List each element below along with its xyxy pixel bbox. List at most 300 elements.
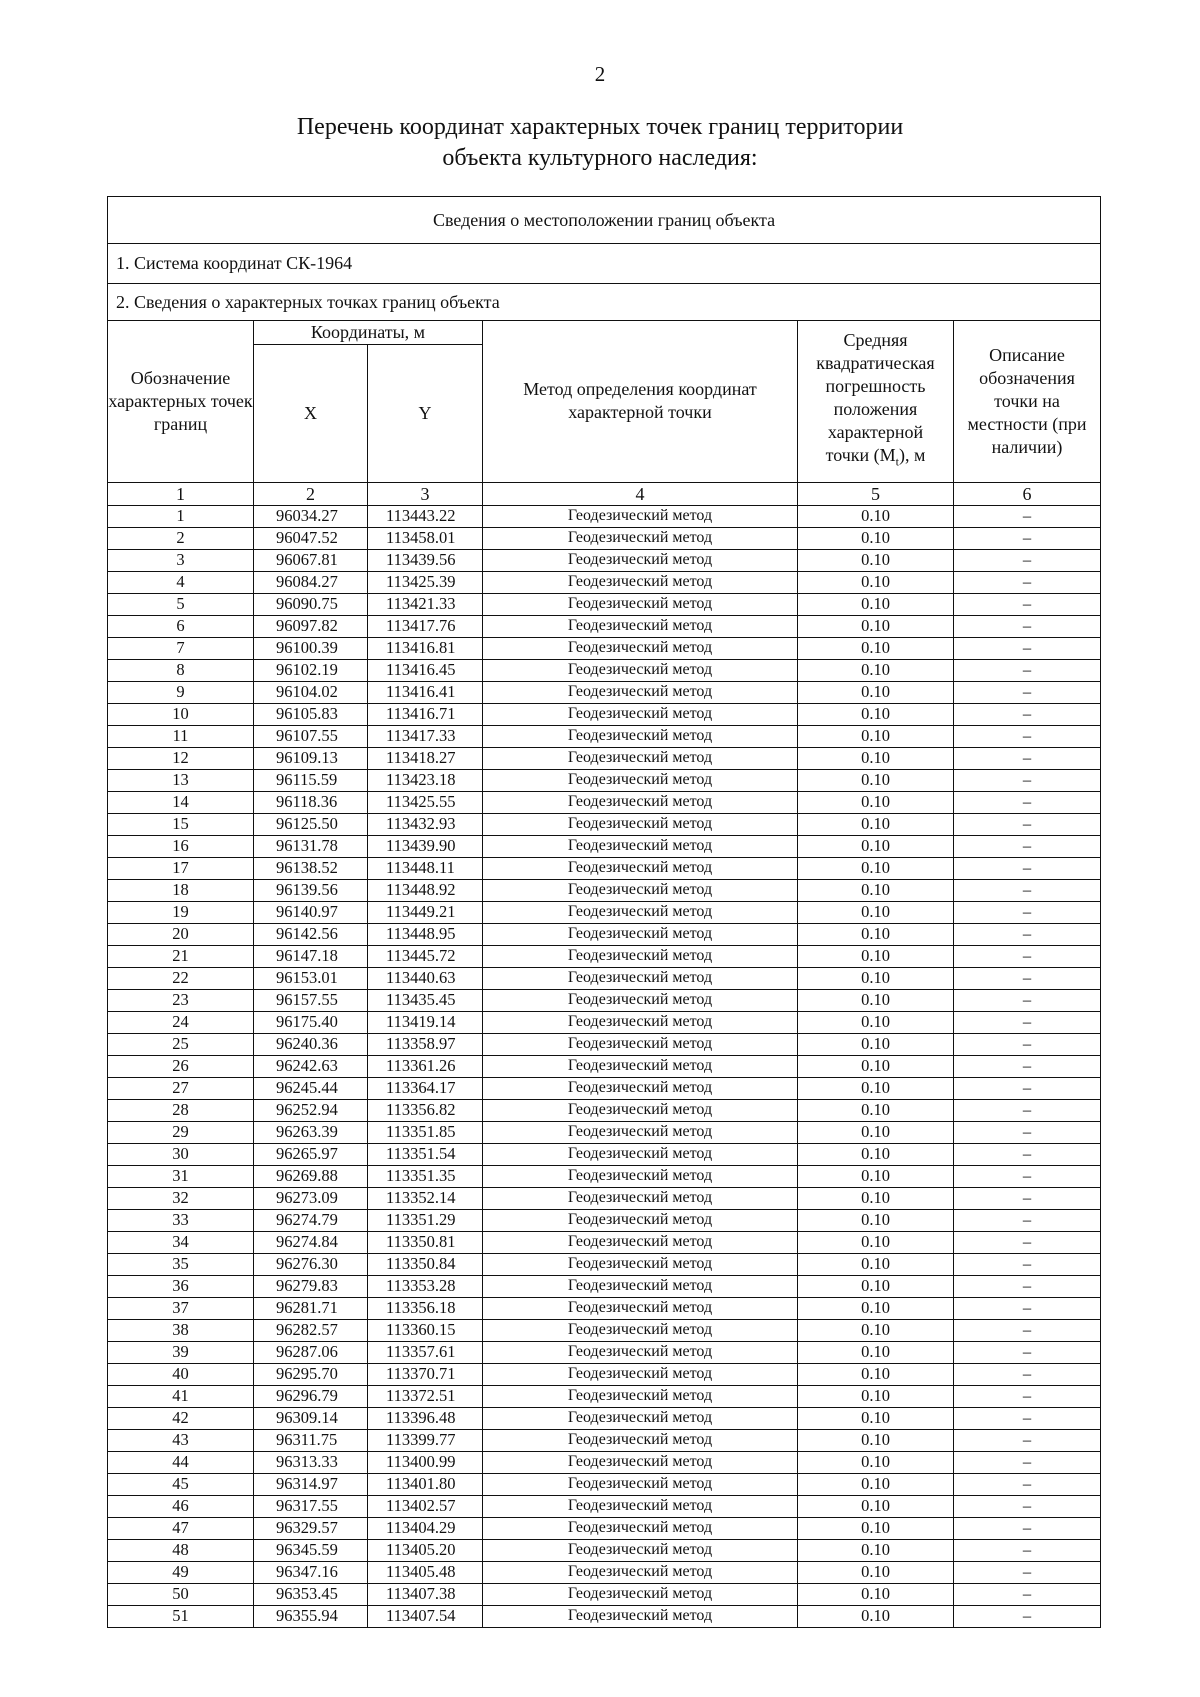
table-row [108,747,1101,769]
method-cell: Геодезический метод [483,659,798,681]
table-row [108,1143,1101,1165]
y-coordinate-cell: 113440.63 [368,967,483,989]
method-cell: Геодезический метод [483,835,798,857]
description-cell: – [954,527,1101,549]
method-cell: Геодезический метод [483,505,798,527]
method-cell: Геодезический метод [483,593,798,615]
method-cell: Геодезический метод [483,1319,798,1341]
method-cell: Геодезический метод [483,1407,798,1429]
table-row [108,923,1101,945]
error-cell: 0.10 [798,527,954,549]
description-cell: – [954,1451,1101,1473]
description-cell: – [954,1011,1101,1033]
x-coordinate-cell: 96311.75 [254,1429,368,1451]
point-number-cell: 15 [108,813,254,835]
error-cell: 0.10 [798,1143,954,1165]
x-coordinate-cell: 96282.57 [254,1319,368,1341]
x-coordinate-cell: 96263.39 [254,1121,368,1143]
error-cell: 0.10 [798,1033,954,1055]
table-row [108,549,1101,571]
description-cell: – [954,1187,1101,1209]
method-cell: Геодезический метод [483,857,798,879]
description-cell: – [954,1341,1101,1363]
table-row [108,989,1101,1011]
x-coordinate-cell: 96329.57 [254,1517,368,1539]
point-number-cell: 25 [108,1033,254,1055]
method-cell: Геодезический метод [483,1077,798,1099]
y-coordinate-cell: 113351.85 [368,1121,483,1143]
description-cell: – [954,1275,1101,1297]
description-cell: – [954,901,1101,923]
table-row [108,813,1101,835]
y-coordinate-cell: 113417.33 [368,725,483,747]
point-number-cell: 5 [108,593,254,615]
method-cell: Геодезический метод [483,615,798,637]
error-cell: 0.10 [798,1275,954,1297]
table-row [108,1429,1101,1451]
x-coordinate-cell: 96034.27 [254,505,368,527]
table-row [108,505,1101,527]
method-cell: Геодезический метод [483,923,798,945]
table-row [108,1451,1101,1473]
method-cell: Геодезический метод [483,571,798,593]
point-number-cell: 18 [108,879,254,901]
description-cell: – [954,989,1101,1011]
point-number-cell: 47 [108,1517,254,1539]
column-number: 4 [483,482,798,505]
description-cell: – [954,703,1101,725]
y-coordinate-cell: 113439.90 [368,835,483,857]
point-number-cell: 44 [108,1451,254,1473]
y-coordinate-cell: 113445.72 [368,945,483,967]
description-cell: – [954,1121,1101,1143]
point-number-cell: 2 [108,527,254,549]
x-coordinate-cell: 96313.33 [254,1451,368,1473]
error-cell: 0.10 [798,1187,954,1209]
y-coordinate-cell: 113407.54 [368,1605,483,1627]
point-number-cell: 8 [108,659,254,681]
table-row [108,1055,1101,1077]
column-number: 5 [798,482,954,505]
method-cell: Геодезический метод [483,747,798,769]
method-cell: Геодезический метод [483,769,798,791]
table-row [108,1385,1101,1407]
y-coordinate-cell: 113402.57 [368,1495,483,1517]
x-coordinate-cell: 96104.02 [254,681,368,703]
header-coords: Координаты, м [254,321,483,345]
error-cell: 0.10 [798,1539,954,1561]
description-cell: – [954,1495,1101,1517]
description-cell: – [954,1319,1101,1341]
point-number-cell: 26 [108,1055,254,1077]
method-cell: Геодезический метод [483,1561,798,1583]
error-cell: 0.10 [798,1473,954,1495]
point-number-cell: 4 [108,571,254,593]
error-cell: 0.10 [798,659,954,681]
method-cell: Геодезический метод [483,1429,798,1451]
method-cell: Геодезический метод [483,1473,798,1495]
error-cell: 0.10 [798,571,954,593]
column-number: 3 [368,482,483,505]
y-coordinate-cell: 113425.39 [368,571,483,593]
point-number-cell: 27 [108,1077,254,1099]
table-row [108,1077,1101,1099]
method-cell: Геодезический метод [483,901,798,923]
y-coordinate-cell: 113361.26 [368,1055,483,1077]
table-row [108,1165,1101,1187]
error-cell: 0.10 [798,1209,954,1231]
point-number-cell: 12 [108,747,254,769]
description-cell: – [954,1165,1101,1187]
table-row [108,901,1101,923]
method-cell: Геодезический метод [483,1605,798,1627]
point-number-cell: 48 [108,1539,254,1561]
table-row [108,1209,1101,1231]
error-cell: 0.10 [798,813,954,835]
description-cell: – [954,923,1101,945]
point-number-cell: 13 [108,769,254,791]
y-coordinate-cell: 113404.29 [368,1517,483,1539]
y-coordinate-cell: 113360.15 [368,1319,483,1341]
error-cell: 0.10 [798,1055,954,1077]
table-row [108,571,1101,593]
method-cell: Геодезический метод [483,1253,798,1275]
error-cell: 0.10 [798,879,954,901]
table-row [108,725,1101,747]
description-cell: – [954,1055,1101,1077]
point-number-cell: 37 [108,1297,254,1319]
y-coordinate-cell: 113400.99 [368,1451,483,1473]
table-row [108,593,1101,615]
error-cell: 0.10 [798,1319,954,1341]
table-row [108,1319,1101,1341]
table-row [108,1341,1101,1363]
method-cell: Геодезический метод [483,1517,798,1539]
error-cell: 0.10 [798,1253,954,1275]
x-coordinate-cell: 96274.79 [254,1209,368,1231]
x-coordinate-cell: 96157.55 [254,989,368,1011]
x-coordinate-cell: 96105.83 [254,703,368,725]
coordinates-table [107,196,1101,1628]
point-number-cell: 45 [108,1473,254,1495]
description-cell: – [954,505,1101,527]
title-line-1: Перечень координат характерных точек границ территории [296,114,904,140]
x-coordinate-cell: 96125.50 [254,813,368,835]
method-cell: Геодезический метод [483,1495,798,1517]
point-number-cell: 32 [108,1187,254,1209]
description-cell: – [954,1297,1101,1319]
method-cell: Геодезический метод [483,1165,798,1187]
error-cell: 0.10 [798,505,954,527]
point-number-cell: 11 [108,725,254,747]
description-cell: – [954,549,1101,571]
y-coordinate-cell: 113407.38 [368,1583,483,1605]
point-number-cell: 21 [108,945,254,967]
x-coordinate-cell: 96118.36 [254,791,368,813]
table-row [108,1099,1101,1121]
description-cell: – [954,1143,1101,1165]
method-cell: Геодезический метод [483,967,798,989]
point-number-cell: 10 [108,703,254,725]
y-coordinate-cell: 113356.82 [368,1099,483,1121]
x-coordinate-cell: 96138.52 [254,857,368,879]
y-coordinate-cell: 113448.95 [368,923,483,945]
method-cell: Геодезический метод [483,549,798,571]
point-number-cell: 17 [108,857,254,879]
x-coordinate-cell: 96067.81 [254,549,368,571]
header-method: Метод определения координат характерной точки [483,321,798,483]
x-coordinate-cell: 96107.55 [254,725,368,747]
description-cell: – [954,1209,1101,1231]
point-number-cell: 39 [108,1341,254,1363]
point-number-cell: 51 [108,1605,254,1627]
point-number-cell: 35 [108,1253,254,1275]
method-cell: Геодезический метод [483,1011,798,1033]
method-cell: Геодезический метод [483,879,798,901]
point-number-cell: 9 [108,681,254,703]
table-row [108,637,1101,659]
x-coordinate-cell: 96353.45 [254,1583,368,1605]
error-cell: 0.10 [798,1363,954,1385]
table-row [108,945,1101,967]
method-cell: Геодезический метод [483,681,798,703]
y-coordinate-cell: 113416.71 [368,703,483,725]
error-cell: 0.10 [798,857,954,879]
point-number-cell: 33 [108,1209,254,1231]
description-cell: – [954,747,1101,769]
point-number-cell: 31 [108,1165,254,1187]
error-cell: 0.10 [798,1429,954,1451]
error-cell: 0.10 [798,1231,954,1253]
method-cell: Геодезический метод [483,725,798,747]
x-coordinate-cell: 96242.63 [254,1055,368,1077]
x-coordinate-cell: 96147.18 [254,945,368,967]
point-number-cell: 42 [108,1407,254,1429]
method-cell: Геодезический метод [483,989,798,1011]
y-coordinate-cell: 113399.77 [368,1429,483,1451]
y-coordinate-cell: 113423.18 [368,769,483,791]
description-cell: – [954,725,1101,747]
description-cell: – [954,967,1101,989]
x-coordinate-cell: 96115.59 [254,769,368,791]
error-cell: 0.10 [798,769,954,791]
document-title [0,112,1200,174]
method-cell: Геодезический метод [483,1055,798,1077]
table-row [108,1363,1101,1385]
table-row [108,1187,1101,1209]
table-row [108,1495,1101,1517]
header-y: Y [368,345,483,483]
x-coordinate-cell: 96296.79 [254,1385,368,1407]
y-coordinate-cell: 113372.51 [368,1385,483,1407]
description-cell: – [954,637,1101,659]
description-cell: – [954,1517,1101,1539]
table-row [108,703,1101,725]
point-number-cell: 16 [108,835,254,857]
method-cell: Геодезический метод [483,1583,798,1605]
method-cell: Геодезический метод [483,527,798,549]
table-row [108,1605,1101,1627]
table-row [108,879,1101,901]
header-description: Описание обозначения точки на местности (при наличии) [954,321,1101,483]
table-row [108,615,1101,637]
table-row [108,791,1101,813]
point-number-cell: 50 [108,1583,254,1605]
y-coordinate-cell: 113449.21 [368,901,483,923]
error-cell: 0.10 [798,1011,954,1033]
point-number-cell: 24 [108,1011,254,1033]
y-coordinate-cell: 113421.33 [368,593,483,615]
error-cell: 0.10 [798,1121,954,1143]
x-coordinate-cell: 96269.88 [254,1165,368,1187]
table-row [108,967,1101,989]
y-coordinate-cell: 113443.22 [368,505,483,527]
point-number-cell: 43 [108,1429,254,1451]
error-cell: 0.10 [798,1451,954,1473]
error-cell: 0.10 [798,923,954,945]
description-cell: – [954,1605,1101,1627]
point-number-cell: 6 [108,615,254,637]
method-cell: Геодезический метод [483,703,798,725]
y-coordinate-cell: 113418.27 [368,747,483,769]
method-cell: Геодезический метод [483,1033,798,1055]
point-number-cell: 40 [108,1363,254,1385]
y-coordinate-cell: 113396.48 [368,1407,483,1429]
y-coordinate-cell: 113401.80 [368,1473,483,1495]
y-coordinate-cell: 113351.54 [368,1143,483,1165]
error-cell: 0.10 [798,1165,954,1187]
header-designation: Обозначение характерных точек границ [108,321,254,483]
method-cell: Геодезический метод [483,1385,798,1407]
point-number-cell: 3 [108,549,254,571]
x-coordinate-cell: 96317.55 [254,1495,368,1517]
y-coordinate-cell: 113353.28 [368,1275,483,1297]
table-row [108,1297,1101,1319]
table-row [108,1473,1101,1495]
header-x: X [254,345,368,483]
x-coordinate-cell: 96279.83 [254,1275,368,1297]
method-cell: Геодезический метод [483,1539,798,1561]
error-cell: 0.10 [798,549,954,571]
error-cell: 0.10 [798,1099,954,1121]
y-coordinate-cell: 113351.35 [368,1165,483,1187]
description-cell: – [954,659,1101,681]
y-coordinate-cell: 113364.17 [368,1077,483,1099]
y-coordinate-cell: 113416.81 [368,637,483,659]
y-coordinate-cell: 113416.45 [368,659,483,681]
point-number-cell: 29 [108,1121,254,1143]
description-cell: – [954,593,1101,615]
description-cell: – [954,857,1101,879]
x-coordinate-cell: 96265.97 [254,1143,368,1165]
x-coordinate-cell: 96097.82 [254,615,368,637]
error-cell: 0.10 [798,901,954,923]
y-coordinate-cell: 113448.11 [368,857,483,879]
title-line-2: объекта культурного наследия: [442,145,758,171]
description-cell: – [954,1407,1101,1429]
error-cell: 0.10 [798,945,954,967]
description-cell: – [954,681,1101,703]
error-cell: 0.10 [798,703,954,725]
description-cell: – [954,1473,1101,1495]
y-coordinate-cell: 113357.61 [368,1341,483,1363]
column-numbers-row [108,482,1101,505]
y-coordinate-cell: 113405.20 [368,1539,483,1561]
table-row [108,1539,1101,1561]
column-number: 2 [254,482,368,505]
x-coordinate-cell: 96175.40 [254,1011,368,1033]
error-cell: 0.10 [798,967,954,989]
y-coordinate-cell: 113356.18 [368,1297,483,1319]
table-row [108,659,1101,681]
description-cell: – [954,1539,1101,1561]
point-number-cell: 46 [108,1495,254,1517]
method-cell: Геодезический метод [483,1363,798,1385]
description-cell: – [954,769,1101,791]
point-number-cell: 41 [108,1385,254,1407]
error-cell: 0.10 [798,1385,954,1407]
error-cell: 0.10 [798,791,954,813]
x-coordinate-cell: 96140.97 [254,901,368,923]
table-row [108,769,1101,791]
x-coordinate-cell: 96309.14 [254,1407,368,1429]
y-coordinate-cell: 113417.76 [368,615,483,637]
x-coordinate-cell: 96276.30 [254,1253,368,1275]
description-cell: – [954,1429,1101,1451]
method-cell: Геодезический метод [483,1099,798,1121]
description-cell: – [954,1253,1101,1275]
description-cell: – [954,615,1101,637]
error-cell: 0.10 [798,1077,954,1099]
x-coordinate-cell: 96295.70 [254,1363,368,1385]
table-row [108,1517,1101,1539]
error-cell: 0.10 [798,725,954,747]
table-row [108,681,1101,703]
method-cell: Геодезический метод [483,1187,798,1209]
table-row [108,1011,1101,1033]
x-coordinate-cell: 96142.56 [254,923,368,945]
y-coordinate-cell: 113358.97 [368,1033,483,1055]
table-row [108,835,1101,857]
y-coordinate-cell: 113439.56 [368,549,483,571]
y-coordinate-cell: 113435.45 [368,989,483,1011]
error-cell: 0.10 [798,593,954,615]
y-coordinate-cell: 113425.55 [368,791,483,813]
x-coordinate-cell: 96047.52 [254,527,368,549]
description-cell: – [954,1583,1101,1605]
table-row [108,527,1101,549]
method-cell: Геодезический метод [483,1121,798,1143]
x-coordinate-cell: 96100.39 [254,637,368,659]
method-cell: Геодезический метод [483,945,798,967]
y-coordinate-cell: 113458.01 [368,527,483,549]
points-title: 2. Сведения о характерных точках границ объекта [108,284,1101,321]
error-cell: 0.10 [798,615,954,637]
method-cell: Геодезический метод [483,1275,798,1297]
x-coordinate-cell: 96131.78 [254,835,368,857]
table-row [108,1033,1101,1055]
description-cell: – [954,879,1101,901]
y-coordinate-cell: 113352.14 [368,1187,483,1209]
point-number-cell: 7 [108,637,254,659]
description-cell: – [954,1231,1101,1253]
method-cell: Геодезический метод [483,1297,798,1319]
description-cell: – [954,571,1101,593]
method-cell: Геодезический метод [483,791,798,813]
x-coordinate-cell: 96274.84 [254,1231,368,1253]
error-cell: 0.10 [798,1605,954,1627]
x-coordinate-cell: 96090.75 [254,593,368,615]
